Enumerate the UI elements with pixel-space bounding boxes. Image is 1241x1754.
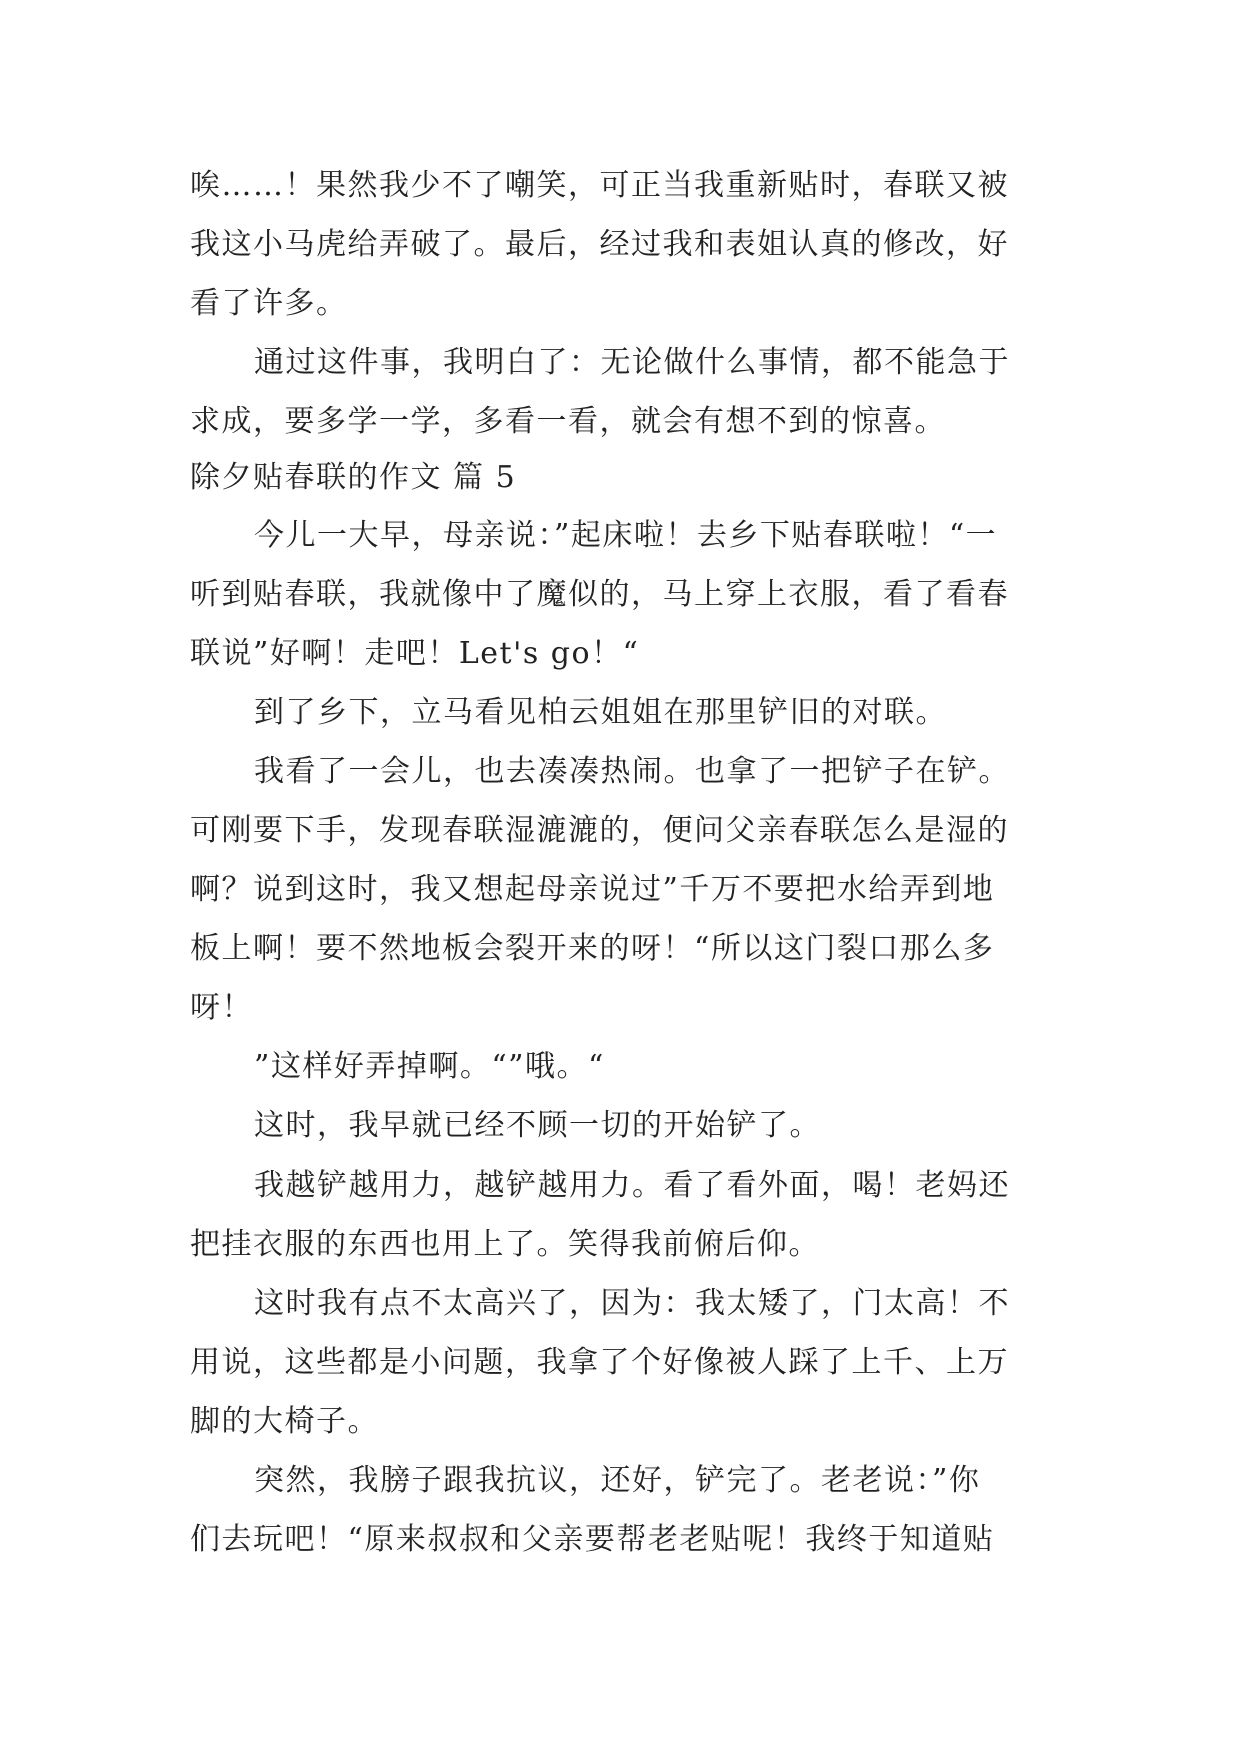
text-line: 把挂衣服的东西也用上了。笑得我前俯后仰。 [190,1227,820,1262]
text-line: 今儿一大早，母亲说：”起床啦！去乡下贴春联啦！“一 [254,518,998,553]
text-line: 唉……！果然我少不了嘲笑，可正当我重新贴时，春联又被 [190,168,1009,203]
text-line: 突然，我膀子跟我抗议，还好，铲完了。老老说：”你 [254,1463,981,1498]
text-line: 呀！ [190,990,253,1025]
text-line: ”这样好弄掉啊。“”哦。“ [254,1049,605,1084]
text-line: 求成，要多学一学，多看一看，就会有想不到的惊喜。 [190,404,946,439]
text-line: 联说”好啊！走吧！Let's go！“ [190,636,640,671]
text-line: 板上啊！要不然地板会裂开来的呀！“所以这门裂口那么多 [190,931,995,966]
text-line: 啊？说到这时，我又想起母亲说过”千万不要把水给弄到地 [190,872,995,907]
text-line: 这时，我早就已经不顾一切的开始铲了。 [254,1108,821,1143]
text-line: 通过这件事，我明白了：无论做什么事情，都不能急于 [254,345,1010,380]
text-line: 看了许多。 [190,286,348,321]
text-line: 我越铲越用力，越铲越用力。看了看外面，喝！老妈还 [254,1168,1010,1203]
text-line: 到了乡下，立马看见柏云姐姐在那里铲旧的对联。 [254,695,947,730]
text-line: 脚的大椅子。 [190,1404,379,1439]
text-line: 用说，这些都是小问题，我拿了个好像被人踩了上千、上万 [190,1345,1009,1380]
section-heading: 除夕贴春联的作文 篇 5 [190,460,517,495]
text-line: 可刚要下手，发现春联湿漉漉的，便问父亲春联怎么是湿的 [190,813,1009,848]
text-line: 这时我有点不太高兴了，因为：我太矮了，门太高！不 [254,1286,1010,1321]
text-line: 我看了一会儿，也去凑凑热闹。也拿了一把铲子在铲。 [254,754,1010,789]
text-line: 我这小马虎给弄破了。最后，经过我和表姐认真的修改，好 [190,227,1009,262]
text-line: 听到贴春联，我就像中了魔似的，马上穿上衣服，看了看春 [190,577,1009,612]
text-line: 们去玩吧！“原来叔叔和父亲要帮老老贴呢！我终于知道贴 [190,1522,995,1557]
